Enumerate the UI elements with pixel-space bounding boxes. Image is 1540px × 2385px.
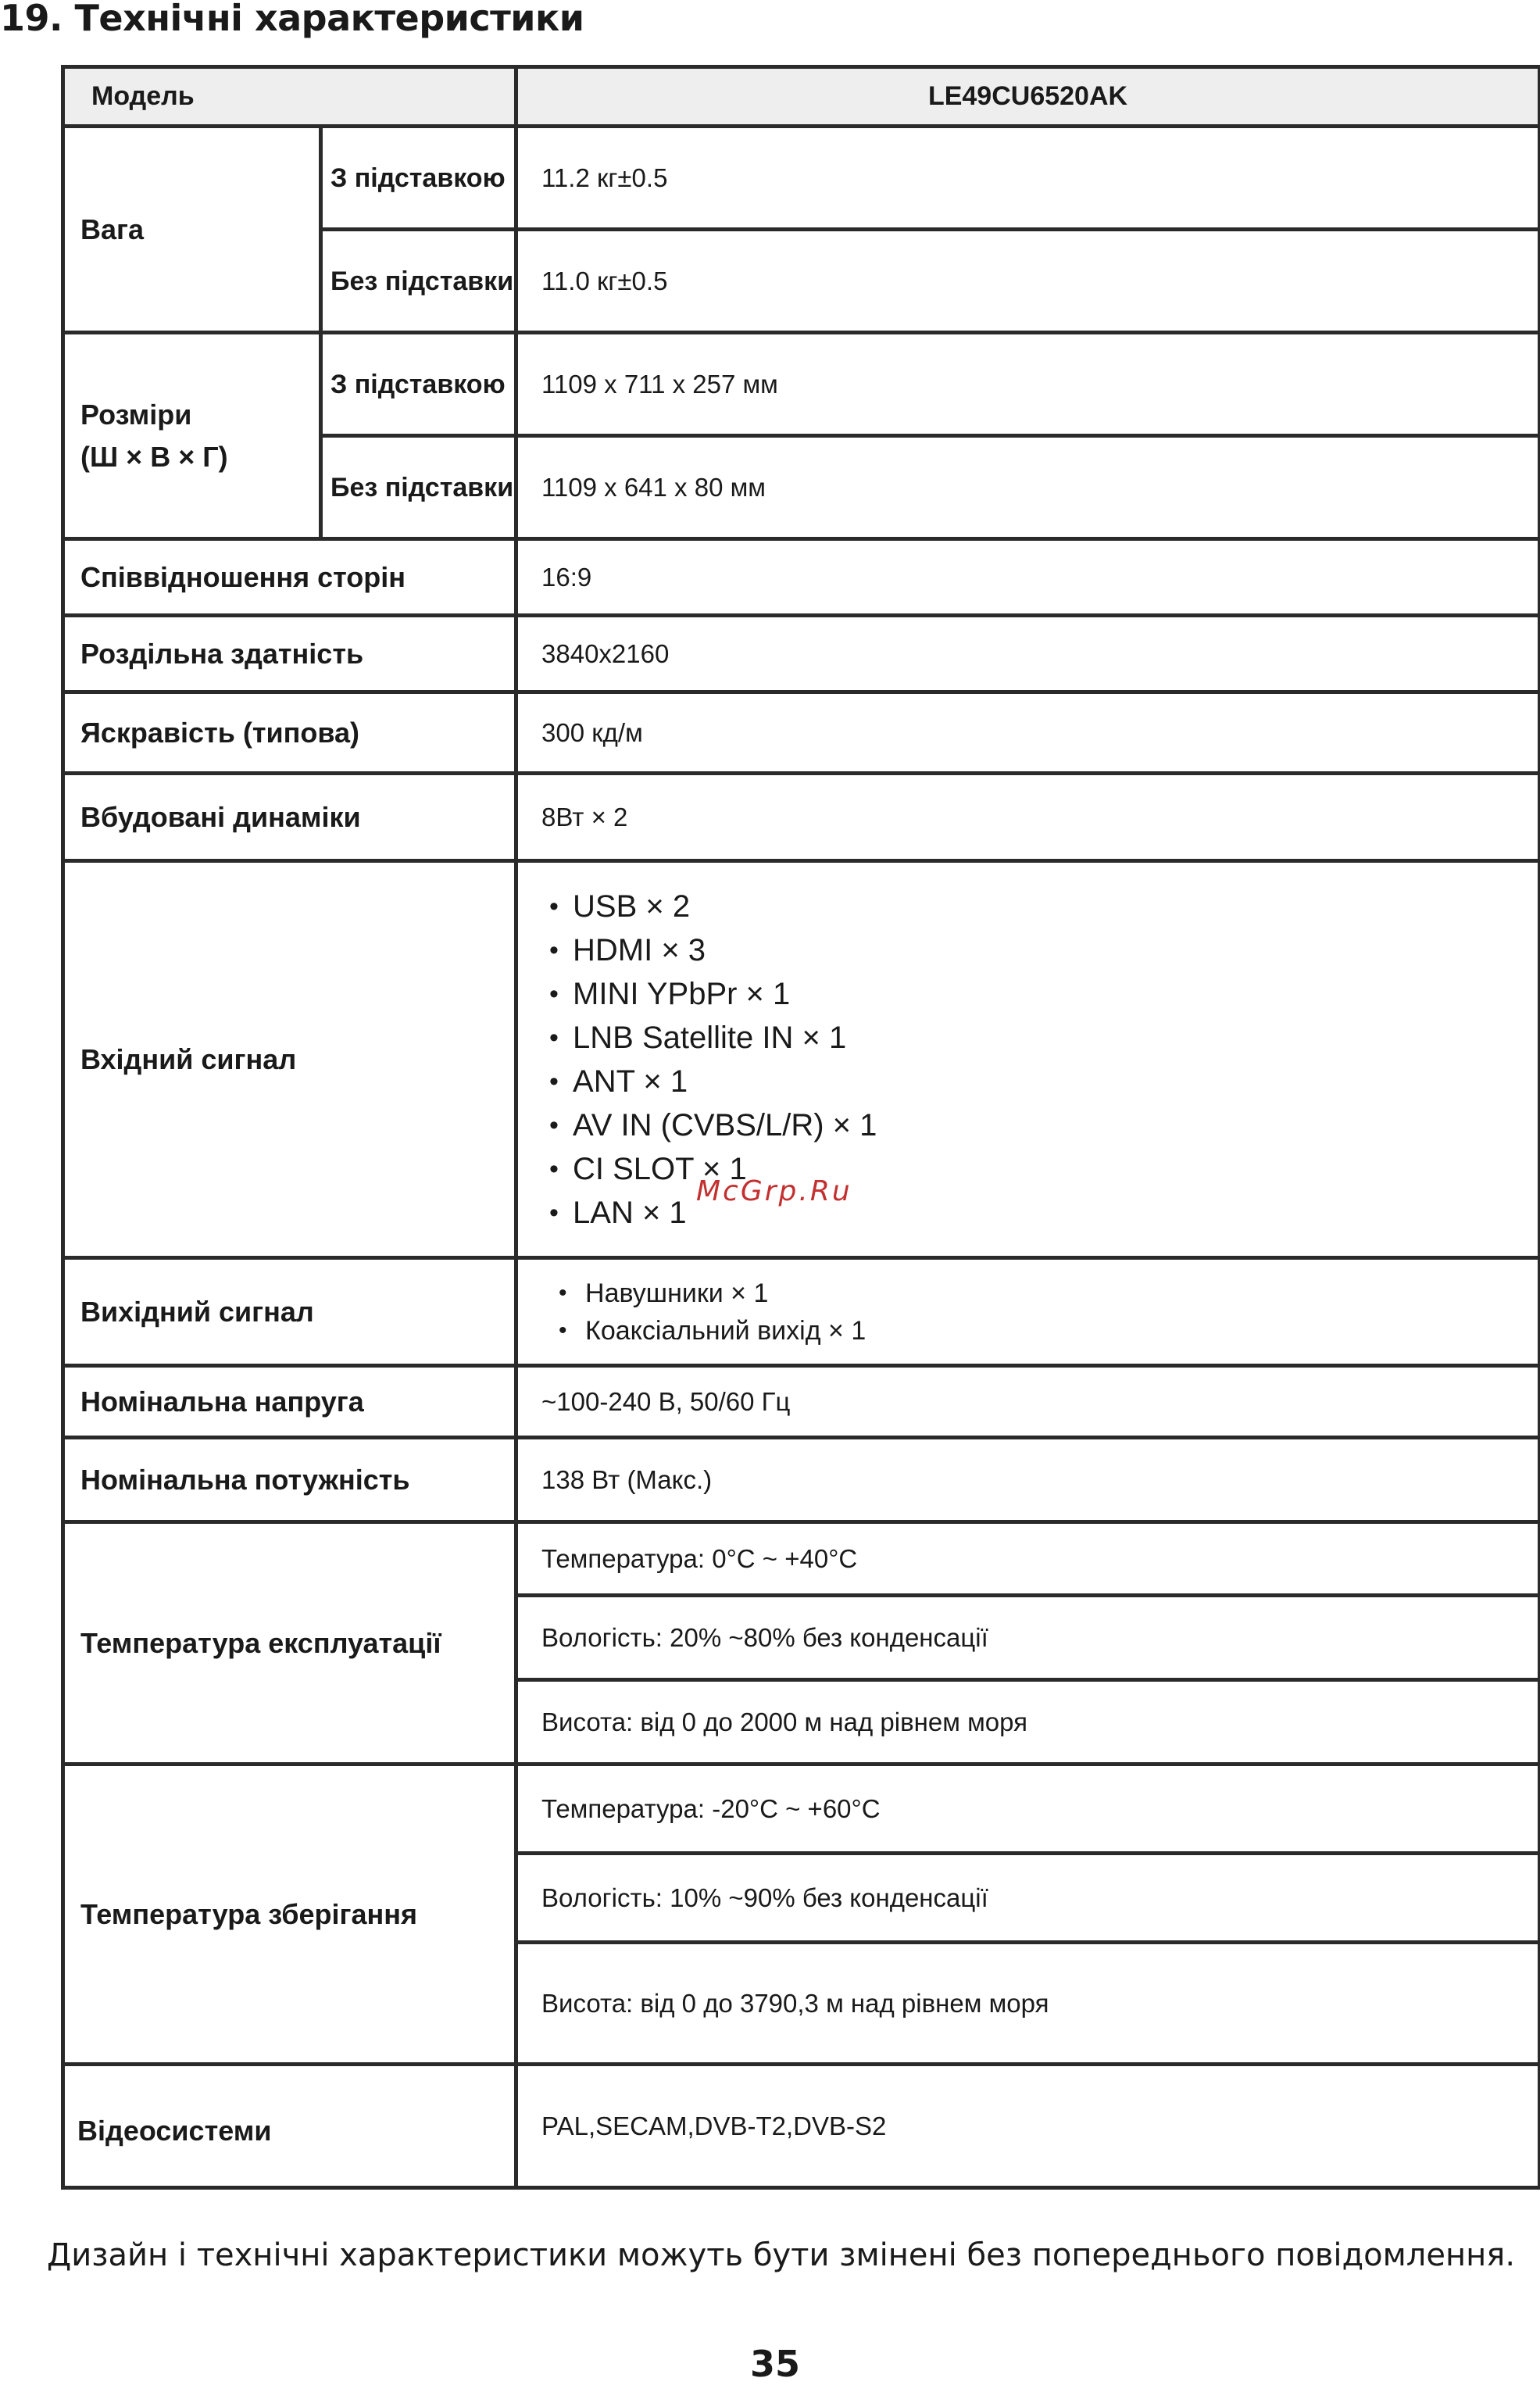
table-row	[63, 1765, 1540, 1854]
dimensions-without-stand-label: Без підставки	[321, 436, 516, 539]
power-value: 138 Вт (Макс.)	[516, 1438, 1540, 1522]
weight-with-stand-label: З підставкою	[321, 127, 516, 230]
input-signal-list	[541, 885, 1538, 1235]
voltage-value: ~100-240 В, 50/60 Гц	[516, 1366, 1540, 1438]
specifications-table	[61, 65, 1540, 2190]
speakers-label: Вбудовані динаміки	[63, 774, 516, 861]
power-label: Номінальна потужність	[63, 1438, 516, 1522]
storage-conditions-label: Температура зберігання	[63, 1765, 516, 2065]
brightness-label: Яскравість (типова)	[63, 692, 516, 774]
table-row	[63, 1258, 1540, 1366]
operating-temperature-value: Температура: 0°C ~ +40°C	[516, 1522, 1540, 1596]
dimensions-label-line1: Розміри	[80, 398, 192, 431]
list-item: • MINI YPbPr × 1	[541, 972, 1538, 1016]
resolution-value: 3840x2160	[516, 616, 1540, 692]
list-item: • ANT × 1	[541, 1060, 1538, 1103]
section-heading: 19. Технічні характеристики	[0, 0, 584, 39]
storage-temperature-value: Температура: -20°C ~ +60°C	[516, 1765, 1540, 1854]
table-row	[63, 1366, 1540, 1438]
brightness-value: 300 кд/м	[516, 692, 1540, 774]
list-item: • HDMI × 3	[541, 928, 1538, 972]
header-model-value: LE49CU6520AK	[516, 67, 1540, 127]
list-item: • LNB Satellite IN × 1	[541, 1016, 1538, 1060]
table-row	[63, 1438, 1540, 1522]
table-row	[63, 692, 1540, 774]
output-signal-value	[516, 1258, 1540, 1366]
table-row	[63, 1522, 1540, 1596]
weight-label: Вага	[63, 127, 321, 333]
list-item: • LAN × 1	[541, 1191, 1538, 1235]
video-systems-label: Відеосистеми	[63, 2065, 516, 2188]
aspect-ratio-label: Співвідношення сторін	[63, 539, 516, 616]
header-model-label: Модель	[63, 67, 516, 127]
voltage-label: Номінальна напруга	[63, 1366, 516, 1438]
list-item: • CI SLOT × 1	[541, 1147, 1538, 1191]
dimensions-without-stand-value: 1109 x 641 x 80 мм	[516, 436, 1540, 539]
operating-conditions-label: Температура експлуатації	[63, 1522, 516, 1765]
list-item: • Навушники × 1	[541, 1275, 1538, 1312]
dimensions-with-stand-label: З підставкою	[321, 333, 516, 436]
storage-humidity-value: Вологість: 10% ~90% без конденсації	[516, 1854, 1540, 1943]
table-row	[63, 333, 1540, 436]
weight-without-stand-value: 11.0 кг±0.5	[516, 230, 1540, 333]
operating-altitude-value: Висота: від 0 до 2000 м над рівнем моря	[516, 1680, 1540, 1765]
table-row	[63, 539, 1540, 616]
operating-humidity-value: Вологість: 20% ~80% без конденсації	[516, 1596, 1540, 1680]
storage-altitude-value: Висота: від 0 до 3790,3 м над рівнем моря	[516, 1943, 1540, 2065]
table-header-row	[63, 67, 1540, 127]
video-systems-value: PAL,SECAM,DVB-T2,DVB-S2	[516, 2065, 1540, 2188]
speakers-value: 8Вт × 2	[516, 774, 1540, 861]
input-signal-value	[516, 861, 1540, 1258]
footnote: Дизайн і технічні характеристики можуть бути змінені без попереднього повідомлення.	[47, 2237, 1516, 2273]
output-signal-list	[541, 1275, 1538, 1350]
dimensions-label	[63, 333, 321, 539]
table-row	[63, 774, 1540, 861]
list-item: • AV IN (CVBS/L/R) × 1	[541, 1103, 1538, 1147]
list-item: • Коаксіальний вихід × 1	[541, 1312, 1538, 1350]
table-row	[63, 127, 1540, 230]
list-item: • USB × 2	[541, 885, 1538, 928]
output-signal-label: Вихідний сигнал	[63, 1258, 516, 1366]
dimensions-label-line2: (Ш × В × Г)	[80, 440, 228, 473]
weight-without-stand-label: Без підставки	[321, 230, 516, 333]
input-signal-label: Вхідний сигнал	[63, 861, 516, 1258]
table-row	[63, 2065, 1540, 2188]
weight-with-stand-value: 11.2 кг±0.5	[516, 127, 1540, 230]
table-row	[63, 616, 1540, 692]
watermark: McGrp.Ru	[696, 1175, 852, 1207]
page-number: 35	[750, 2343, 801, 2385]
aspect-ratio-value: 16:9	[516, 539, 1540, 616]
resolution-label: Роздільна здатність	[63, 616, 516, 692]
dimensions-with-stand-value: 1109 x 711 x 257 мм	[516, 333, 1540, 436]
